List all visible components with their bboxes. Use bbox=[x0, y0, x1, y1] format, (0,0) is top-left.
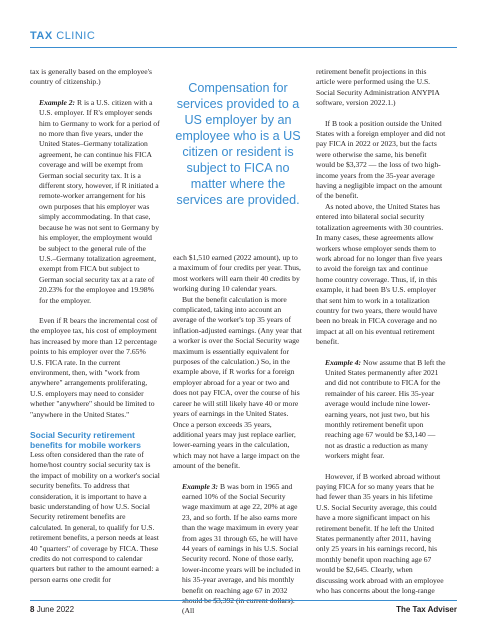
issue-date: June 2022 bbox=[36, 605, 75, 614]
example-2 bbox=[30, 98, 160, 306]
page-number: 8 bbox=[30, 605, 35, 614]
paragraph: But the benefit calculation is more complicated, taking into account an average of the worker's top 35 years of inflation-adjusted earnings. (Any year that a worker is over the Social Security wage maximum is essentially equivalent for purposes of the calculation.) So, in the example above, if R works for a foreign employer abroad for a year or two and does not pay FICA, over the course of his career he will still likely have 40 or more years of earnings in the United States. Once a person exceeds 35 years, additional years may just replace earlier, lower-earning years in the calculation, which may not have a large impact on the amount of the benefit. bbox=[173, 294, 302, 471]
section-label-clinic: CLINIC bbox=[56, 30, 96, 42]
example-label: Example 3: bbox=[182, 481, 219, 491]
paragraph: Less often considered than the rate of home/host country social security tax is the impact of mobility on a worker's social security benefits. To address that consideration, it is important to have a basic understanding of how U.S. Social Security retirement benefits are calculated. In general, to qualify for U.S. retirement benefits, a person needs at least 40 "quarters" of coverage by FICA. These credits do not correspond to calendar quarters but rather to the amount earned: a person earns one credit for bbox=[30, 450, 160, 584]
example-4 bbox=[316, 358, 446, 462]
subheading: Social Security retirement benefits for mobile workers bbox=[30, 430, 141, 450]
column-1 bbox=[30, 67, 160, 585]
paragraph: Even if R bears the incremental cost of the employee tax, his cost of employment has increased by more than 12 percentage points to his employer over the 7.65% U.S. FICA rate. In the current environment, then, with "work from anywhere" arrangements proliferating, U.S. employers may need to consider whether "anywhere" should be limited to "anywhere in the United States." bbox=[30, 315, 158, 419]
paragraph: However, if B worked abroad without paying FICA for so many years that he had fewer than 35 years in his lifetime U.S. Social Security average, this could have a more significant impact on his retirement benefit. If he left the United States permanently after 2011, having only 25 years in his earnings record, his monthly benefit upon reaching age 67 would be $2,645. Clearly, when discussing work abroad with an employee who has concerns about the long-range bbox=[316, 471, 444, 596]
paragraph: If B took a position outside the United States with a foreign employer and did not pay FICA in 2022 or 2023, but the facts were otherwise the same, his benefit would be $3,372 — the loss of two high-income years from the 35-year average having a negligible impact on the amount of the benefit. bbox=[316, 118, 446, 201]
section-header bbox=[30, 30, 95, 42]
section-label-tax: TAX bbox=[30, 30, 53, 42]
header-rule bbox=[30, 47, 457, 48]
pull-quote: Compensation for services provided to a US employer by an employee who is a US citizen or resident is subject to FICA no matter where the services are provided. bbox=[175, 81, 301, 207]
example-3 bbox=[173, 482, 303, 617]
example-text: B was born in 1965 and earned 10% of the Social Security wage maximum at age 22, 20% at age 23, and so forth. If he also earns more than the wage maximum in every year from ages 31 through 65, he will have 44 years of earnings in his U.S. Social Security record. None of those early, lower-income years will be included in his 35-year average, and his monthly benefit on reaching age 67 in 2032 (All bbox=[182, 481, 301, 616]
paragraph: As noted above, the United States has entered into bilateral social security totalization agreements with 30 countries. In many cases, these agreements allow workers whose employer sends them to work abroad for no longer than five years to avoid the foreign tax and continue home country coverage. Thus, if, in this example, it had been B's U.S. employer that sent him to work in a totalization country for two years, there would have been no break in FICA coverage and no impact at all on his eventual retirement benefit. bbox=[316, 201, 444, 347]
footer-rule bbox=[30, 600, 457, 601]
example-text: Now assume that B left the United States permanently after 2021 and did not contribute to FICA for the remainder of his career. His 35-year average would include nine lower-earning years, not just two, but his monthly retirement benefit upon reaching age 67 would be $3,140 — not as drastic a reduction as many workers might fear. bbox=[325, 357, 446, 461]
paragraph: tax is generally based on the employee's country of citizenship.) bbox=[30, 67, 152, 87]
example-label: Example 4: bbox=[325, 357, 362, 367]
publication-name: The Tax Adviser bbox=[396, 605, 457, 614]
column-2 bbox=[173, 253, 303, 617]
footer-page-info bbox=[30, 605, 74, 614]
column-3 bbox=[316, 67, 446, 597]
paragraph: retirement benefit projections in this article were performed using the U.S. Social Security Administration ANYPIA software, version 2022.1.) bbox=[316, 67, 440, 108]
example-text: R is a U.S. citizen with a U.S. employer. If R's employer sends him to Germany to work for a period of no more than five years, under the United States–Germany totalization agreement, he can continue his FICA coverage and will be exempt from German social security tax. It is a different story, however, if R initiated a remote-worker arrangement for his own purposes that his employer was simply accommodating. In that case, because he was not sent to Germany by his employer, the employment would be subject to the general rule of the U.S.–Germany totalization agreement, exempt from FICA but subject to German social security tax at a rate of 20.23% for the employee and 19.98% for the employer. bbox=[39, 97, 160, 305]
paragraph: each $1,510 earned (2022 amount), up to a maximum of four credits per year. Thus, most workers will earn their 40 credits by working during 10 calendar years. bbox=[173, 253, 301, 294]
example-label: Example 2: bbox=[39, 97, 76, 107]
